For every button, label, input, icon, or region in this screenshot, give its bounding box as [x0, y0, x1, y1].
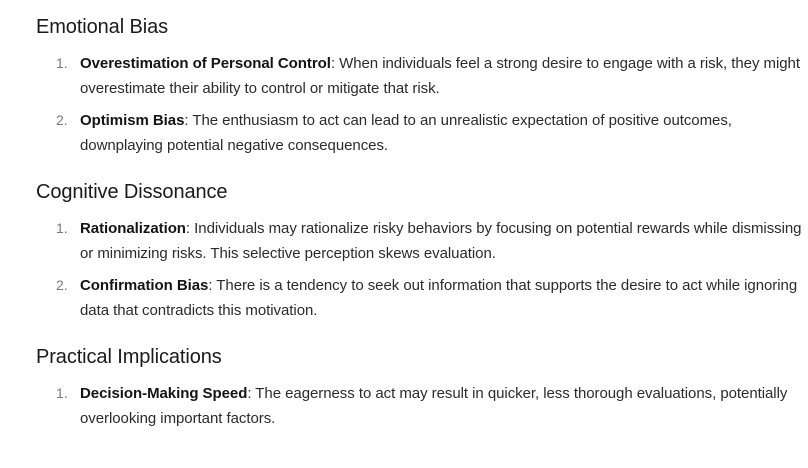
- numbered-list: [36, 381, 808, 431]
- list-item-text: : The enthusiasm to act can lead to an unrealistic expectation of positive outcomes, downplaying potential negative consequences.: [80, 112, 732, 154]
- section-heading: Emotional Bias: [36, 16, 168, 38]
- list-item-text: : The eagerness to act may result in quicker, less thorough evaluations, potentially overlooking important factors.: [80, 385, 788, 427]
- list-item-term: Decision-Making Speed: [80, 385, 248, 402]
- list-item: [36, 216, 808, 266]
- section-practical-implications: [36, 344, 808, 431]
- list-item-number: 2.: [56, 112, 68, 128]
- list-item-text: : There is a tendency to seek out information that supports the desire to act while ignoring data that contradicts this motivation.: [80, 277, 798, 319]
- numbered-list: [36, 216, 808, 323]
- list-item-term: Overestimation of Personal Control: [80, 55, 331, 72]
- list-item-text: : Individuals may rationalize risky behaviors by focusing on potential rewards while dismissing or minimizing risks. This selective perception skews evaluation.: [80, 220, 802, 262]
- section-emotional-bias: [36, 14, 808, 158]
- list-item: [36, 51, 808, 101]
- section-heading: Cognitive Dissonance: [36, 181, 228, 203]
- list-item-term: Confirmation Bias: [80, 277, 209, 294]
- list-item-term: Rationalization: [80, 220, 186, 237]
- section-cognitive-dissonance: [36, 179, 808, 323]
- list-item-number: 2.: [56, 277, 68, 293]
- list-item: [36, 108, 808, 158]
- list-item-text: : When individuals feel a strong desire to engage with a risk, they might overestimate their ability to control or mitigate that risk.: [80, 55, 800, 97]
- list-item-number: 1.: [56, 55, 68, 71]
- numbered-list: [36, 51, 808, 158]
- list-item: [36, 273, 808, 323]
- list-item-number: 1.: [56, 220, 68, 236]
- document-body: [36, 14, 808, 452]
- list-item-number: 1.: [56, 385, 68, 401]
- section-heading: Practical Implications: [36, 346, 222, 368]
- list-item-term: Optimism Bias: [80, 112, 185, 129]
- list-item: [36, 381, 808, 431]
